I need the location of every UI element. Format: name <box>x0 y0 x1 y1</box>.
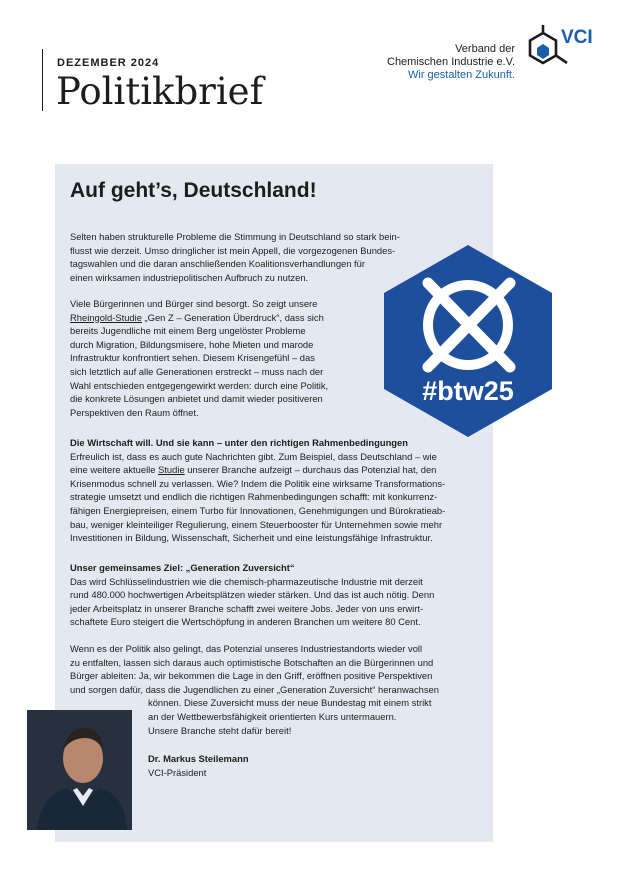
signature-role: VCI-Präsident <box>148 766 207 778</box>
person-icon <box>27 710 132 830</box>
issue-date: DEZEMBER 2024 <box>57 57 160 69</box>
paragraph-closing: Wenn es der Politik also gelingt, das Potenzial unseres Industriestandorts wieder voll zu entfalten, lassen sich daraus auch optimistische Botschaften an die Bürgerinnen und Bürger ableiten: Ja, wir bekommen die Lage in den Griff, eröffnen positive Perspektiven und sorgen dafür, dass die Jugendlichen zu einer „Generation Zuversicht“ heranwachsen können. Diese Zuversicht muss der neue Bundestag mit einem strikt an der Wettbewerbsfähigkeit orientierten Kurs untermauern. Unsere Branche steht dafür bereit! <box>70 643 439 736</box>
header-divider <box>42 49 43 111</box>
org-name-line1: Verband der <box>455 43 515 55</box>
vci-logo-icon <box>523 24 609 82</box>
article-headline: Auf geht’s, Deutschland! <box>70 179 317 202</box>
section-heading: Die Wirtschaft will. Und sie kann – unter den richtigen Rahmenbedingungen <box>70 437 408 448</box>
page-title: Politikbrief <box>56 70 264 113</box>
signature-name: Dr. Markus Steilemann <box>148 753 249 764</box>
org-name-line2: Chemischen Industrie e.V. <box>387 56 515 68</box>
badge-text: #btw25 <box>422 376 514 406</box>
paragraph-intro: Selten haben strukturelle Probleme die Stimmung in Deutschland so stark bein- flusst wie derzeit. Umso dringlicher ist mein Appell, die vorgezogenen Bundes- tagswahlen und die daran anschließenden Koalitionsverhandlungen für einen wirksamen industriepolitischen Aufbruch zu nutzen. <box>70 231 400 283</box>
btw25-badge <box>382 243 554 439</box>
hexagon-shape <box>384 245 552 437</box>
paragraph-concern: Viele Bürgerinnen und Bürger sind besorgt. So zeigt unsere Rheingold-Studie „Gen Z – Generation Überdruck“, dass sich bereits Jugendliche mit einem Berg ungelöster Probleme durch Migration, Bildungsmisere, hohe Mieten und marode Infrastruktur konfrontiert sehen. Diesem Krisengefühl – das sich letztlich auf alle Generationen erstreckt – muss nach der Wahl entschieden entgegengewirkt werden: durch eine Politik, die konkrete Lösungen anbietet und damit wieder positiveren Perspektiven den Raum öffnet. <box>70 298 329 418</box>
section-goal: Unser gemeinsames Ziel: „Generation Zuversicht“ Das wird Schlüsselindustrien wie die chemisch-pharmazeutische Industrie mit derzeit rund 480.000 hochwertigen Arbeitsplätzen wieder stärken. Und das ist auch nötig. Denn jeder Arbeitsplatz in unserer Branche schafft zwei weitere Jobs. Jeder von uns erwirt- schaftete Euro steigert die Wertschöpfung in anderen Branchen um weitere 80 Cent. <box>70 562 435 628</box>
section-economy: Die Wirtschaft will. Und sie kann – unter den richtigen Rahmenbedingungen Erfreulich ist, dass es auch gute Nachrichten gibt. Zum Beispiel, dass Deutschland – wie eine weitere aktuelle Studie unserer Branche aufzeigt – durchaus das Potenzial hat, den Krisenmodus schnell zu verlassen. Wie? Indem die Politik eine wirksame Transformations- strategie umsetzt und endlich die richtigen Rahmenbedingungen schafft: mit konkurrenz- fähigen Energiepreisen, einem Turbo für Innovationen, Genehmigungen und Bürokratieab- bau, weniger kleinteiliger Regulierung, einem Steuerbooster für Unternehmen sowie mehr Investitionen in Bildung, Wissenschaft, Sicherheit und eine leistungsfähige Infrastruktur. <box>70 437 446 544</box>
org-block <box>387 43 515 82</box>
rheingold-study-link[interactable]: Rheingold-Studie <box>70 311 142 323</box>
logo-text: VCI <box>561 27 593 48</box>
signature <box>148 752 249 779</box>
study-link[interactable]: Studie <box>158 464 185 476</box>
section-heading: Unser gemeinsames Ziel: „Generation Zuversicht“ <box>70 562 295 573</box>
org-tagline: Wir gestalten Zukunft. <box>408 69 515 81</box>
portrait-photo <box>27 710 132 830</box>
